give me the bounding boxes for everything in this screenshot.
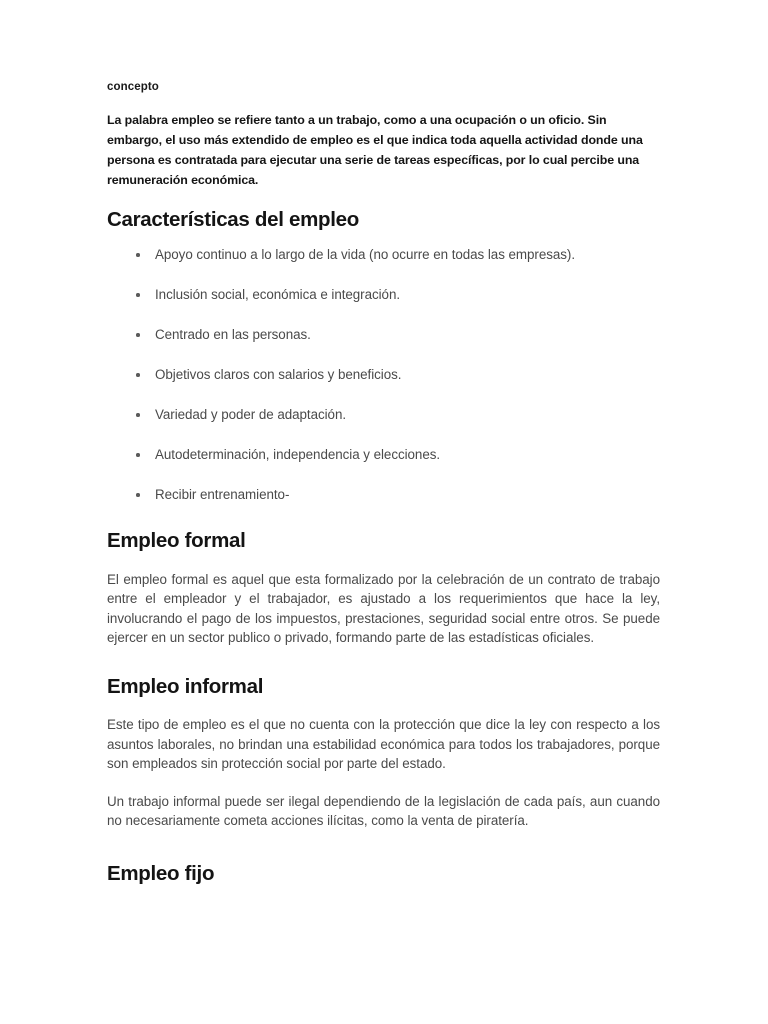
empleo-informal-paragraph-1: Este tipo de empleo es el que no cuenta con la protección que dice la ley con respecto a los asuntos laborales, no brindan una estabilidad económica para todos los trabajadores, porque son empleados sin protección social por parte del estado. xyxy=(107,717,660,772)
list-item xyxy=(107,366,660,383)
empleo-informal-paragraph-2: Un trabajo informal puede ser ilegal dependiendo de la legislación de cada país, aun cuando no necesariamente cometa acciones ilícitas, como la venta de piratería. xyxy=(107,793,660,829)
bullet-dot-icon xyxy=(136,333,140,337)
bullet-dot-icon xyxy=(136,453,140,457)
intro-paragraph: La palabra empleo se refiere tanto a un trabajo, como a una ocupación o un oficio. Sin embargo, el uso más extendido de empleo es el que indica toda aquella actividad donde una persona es contratada para ejecutar una serie de tareas específicas, por lo cual percibe una remuneración económica. xyxy=(107,112,643,187)
list-item-label: Objetivos claros con salarios y beneficios. xyxy=(155,367,402,383)
concepto-label: concepto xyxy=(107,81,159,93)
list-item xyxy=(107,406,660,423)
bullet-dot-icon xyxy=(136,253,140,257)
heading-empleo-informal: Empleo informal xyxy=(107,674,264,698)
list-item xyxy=(107,326,660,343)
list-item-label: Centrado en las personas. xyxy=(155,327,311,343)
list-item-label: Recibir entrenamiento- xyxy=(155,487,290,503)
list-item xyxy=(107,446,660,463)
heading-caracteristicas-del-empleo: Características del empleo xyxy=(107,207,359,231)
heading-empleo-fijo: Empleo fijo xyxy=(107,861,215,885)
list-item-label: Apoyo continuo a lo largo de la vida (no ocurre en todas las empresas). xyxy=(155,247,575,263)
heading-empleo-formal: Empleo formal xyxy=(107,529,246,553)
document-content xyxy=(107,80,660,886)
list-item xyxy=(107,486,660,503)
empleo-formal-paragraph: El empleo formal es aquel que esta formalizado por la celebración de un contrato de trabajo entre el empleador y el trabajador, es ajustado a los requerimientos que hace la ley, involucrando el pago de los impuestos, prestaciones, seguridad social entre otros. Se puede ejercer en un sector publico o privado, formando parte de las estadísticas oficiales. xyxy=(107,572,660,646)
bullet-dot-icon xyxy=(136,493,140,497)
caracteristicas-bullet-list xyxy=(107,246,660,503)
list-item-label: Inclusión social, económica e integración. xyxy=(155,287,401,303)
list-item xyxy=(107,246,660,263)
bullet-dot-icon xyxy=(136,373,140,377)
list-item-label: Autodeterminación, independencia y elecciones. xyxy=(155,447,441,463)
list-item-label: Variedad y poder de adaptación. xyxy=(155,407,347,423)
bullet-dot-icon xyxy=(136,293,140,297)
bullet-dot-icon xyxy=(136,413,140,417)
list-item xyxy=(107,286,660,303)
